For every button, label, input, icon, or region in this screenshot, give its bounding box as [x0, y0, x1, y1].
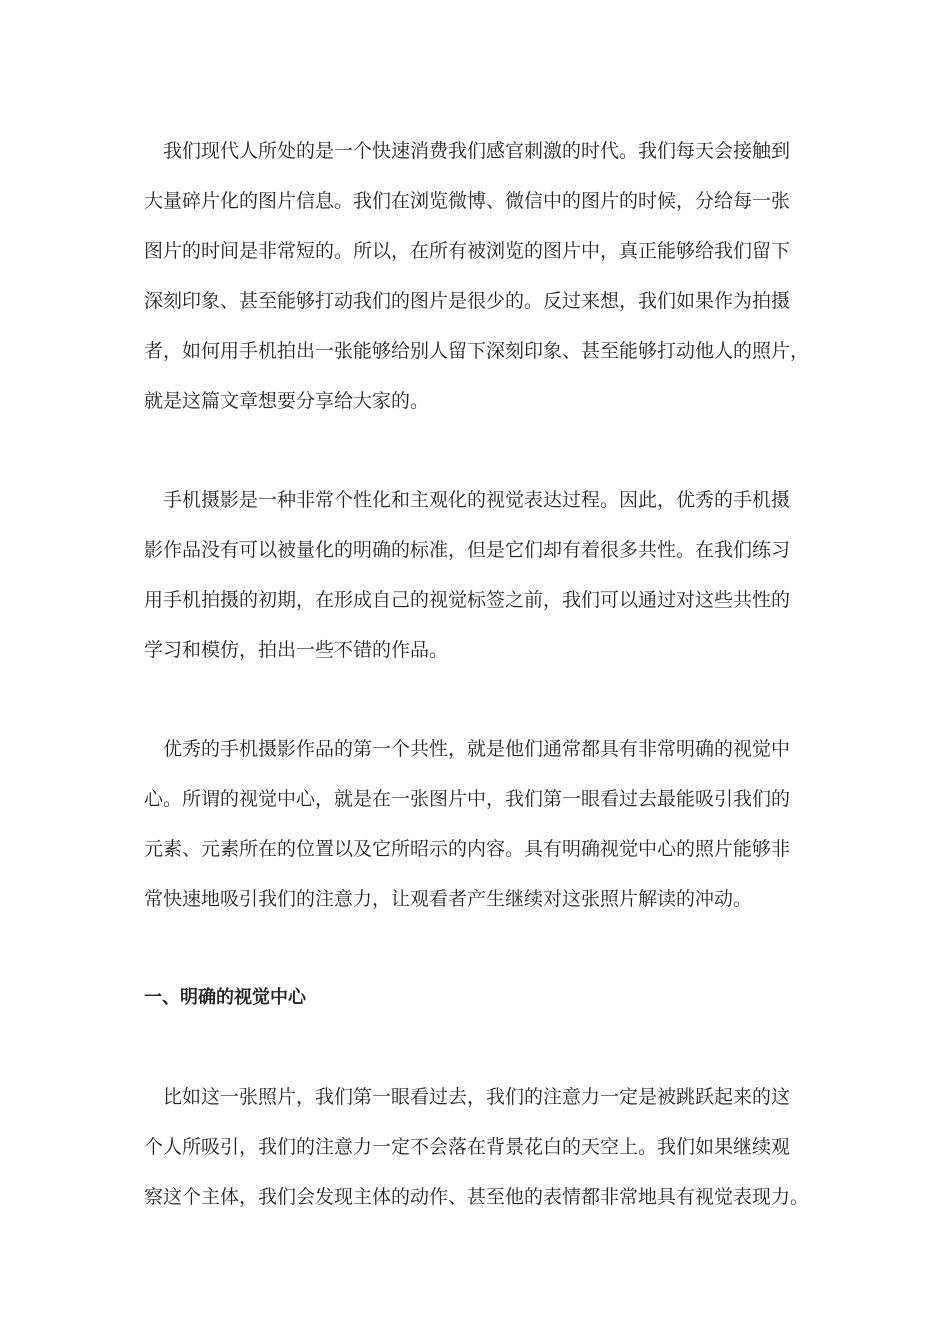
text-line: 就是这篇文章想要分享给大家的。 [144, 390, 430, 412]
text-line: 者，如何用手机拍出一张能够给别人留下深刻印象、甚至能够打动他人的照片， [144, 340, 810, 362]
text-line: 比如这一张照片，我们第一眼看过去，我们的注意力一定是被跳跃起来的这 [144, 1086, 791, 1108]
text-line: 元素、元素所在的位置以及它所昭示的内容。具有明确视觉中心的照片能够非 [144, 838, 791, 860]
text-line: 学习和模仿，拍出一些不错的作品。 [144, 639, 449, 661]
paragraph-mobile-photography [144, 475, 824, 675]
text-line: 手机摄影是一种非常个性化和主观化的视觉表达过程。因此，优秀的手机摄 [144, 489, 791, 511]
text-line: 察这个主体，我们会发现主体的动作、甚至他的表情都非常地具有视觉表现力。 [144, 1186, 810, 1208]
text-line: 图片的时间是非常短的。所以，在所有被浏览的图片中，真正能够给我们留下 [144, 240, 791, 262]
paragraph-intro [144, 126, 824, 426]
paragraph-example-photo [144, 1072, 824, 1222]
text-line: 优秀的手机摄影作品的第一个共性，就是他们通常都具有非常明确的视觉中 [144, 738, 791, 760]
text-line: 常快速地吸引我们的注意力，让观看者产生继续对这张照片解读的冲动。 [144, 888, 753, 910]
text-line: 个人所吸引，我们的注意力一定不会落在背景花白的天空上。我们如果继续观 [144, 1136, 791, 1158]
section-heading: 一、明确的视觉中心 [144, 987, 306, 1008]
text-line: 我们现代人所处的是一个快速消费我们感官刺激的时代。我们每天会接触到 [144, 140, 791, 162]
text-line: 大量碎片化的图片信息。我们在浏览微博、微信中的图片的时候，分给每一张 [144, 190, 791, 212]
text-line: 用手机拍摄的初期，在形成自己的视觉标签之前，我们可以通过对这些共性的 [144, 589, 791, 611]
text-line: 心。所谓的视觉中心，就是在一张图片中，我们第一眼看过去最能吸引我们的 [144, 788, 791, 810]
paragraph-visual-center [144, 724, 824, 924]
text-line: 影作品没有可以被量化的明确的标准，但是它们却有着很多共性。在我们练习 [144, 539, 791, 561]
text-line: 深刻印象、甚至能够打动我们的图片是很少的。反过来想，我们如果作为拍摄 [144, 290, 791, 312]
